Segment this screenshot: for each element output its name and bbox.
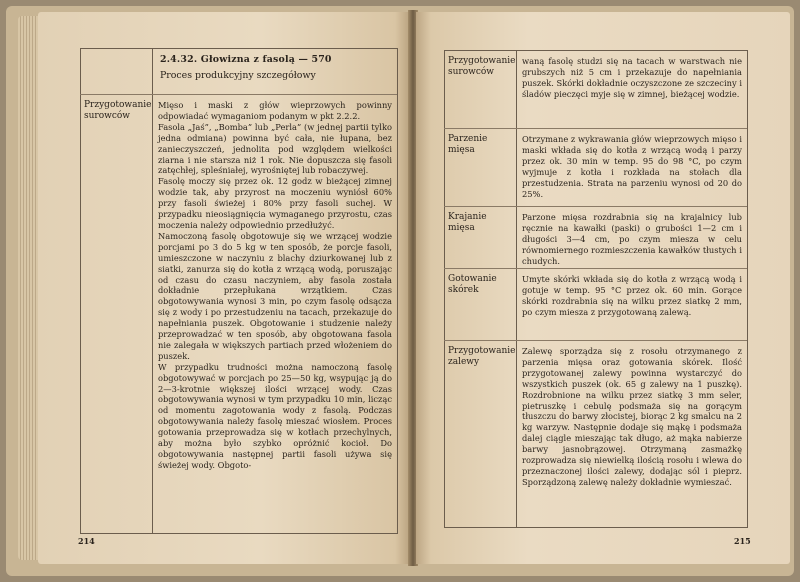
- paragraph: Namoczoną fasolę obgotowuje się we wrzącej wodzie porcjami po 3 do 5 kg w ten sposób, że porcje fasoli, umieszczone w naczyniu z blachy dziurkowanej lub z siatki, zanurza się do kotła z wrzącą wodą, poruszając od czasu do czasu naczyniem, aby fasola została dokładnie przepłukana wrzątkiem. Czas obgotowywania wynosi 3 min, po czym fasolę odsącza się z wody i po przestudzeniu na tacach, przekazuje do napełniania puszek. Obgotowanie i studzenie należy przeprowadzać w ten sposób, aby obgotowana fasola nie zalegała w większych partiach przed włożeniem do puszek.: [158, 230, 392, 361]
- page-edges: [18, 16, 40, 560]
- row-label: Przygotowanie zalewy: [448, 346, 516, 367]
- row-text: Parzone mięsa rozdrabnia się na krajalnicy lub ręcznie na kawałki (paski) o grubości 1—2 cm i długości 3—4 cm, po czym miesza w celu równomiernego rozmieszczenia kawałków tłustych i chudych.: [522, 212, 742, 266]
- row-text: Zalewę sporządza się z rosołu otrzymanego z parzenia mięsa oraz gotowania skórek. Ilość przygotowanej zalewy powinna wystarczyć do wszystkich puszek (ok. 65 g zalewy na 1 puszkę). Rozdrobnione na wilku przez siatkę 3 mm seler, pietruszkę i cebulę podsmaża się na gorącym tłuszczu do barwy złocistej, biorąc 2 kg smalcu na 2 kg warzyw. Następnie dodaje się mąkę i podsmaża dalej ciągle mieszając tak długo, aż mąka nabierze barwy jasnobrązowej. Otrzymaną zasmażkę rozprowadza się niewielką ilością rosołu i wlewa do przeznaczonej ilości zalewy, dodając sól i pieprz. Sporządzoną zalewę należy dokładnie wymieszać.: [522, 346, 742, 487]
- row-label-przygotowanie-surowcow: Przygotowanie surowców: [84, 100, 152, 121]
- section-title: 2.4.32. Głowizna z fasolą — 570: [160, 54, 332, 65]
- row-label: Przygotowanie surowców: [448, 56, 516, 77]
- left-body-text: [158, 100, 392, 471]
- row-label: Parzenie mięsa: [448, 134, 488, 155]
- row-text: waną fasolę studzi się na tacach w warstwach nie grubszych niż 5 cm i przekazuje do napełniania puszek. Skórki dokładnie oczyszczone ze szczeciny i śladów pieczęci myje się w zimnej, bieżącej wodzie.: [522, 56, 742, 99]
- paragraph: Fasolę moczy się przez ok. 12 godz w bieżącej zimnej wodzie tak, aby przyrost na moczeniu wyniósł 60% przy fasoli świeżej i 80% przy fasoli suchej. W przypadku nieosiągnięcia wymaganego przyrostu, czas moczenia należy odpowiednio przedłużyć.: [158, 176, 392, 230]
- paragraph: W przypadku trudności można namoczoną fasolę obgotowywać w porcjach po 25—50 kg, wsypując ją do 2—3-krotnie większej ilości wrzącej wody. Czas obgotowywania wynosi w tym przypadku 10 min, licząc od momentu zagotowania wody z fasolą. Podczas obgotowywania należy fasolę mieszać wiosłem. Proces gotowania przeprowadza się w kotłach przechylnych, aby można było szybko opróżnić kocioł. Do obgotowywania następnej partii fasoli używa się świeżej wody. Obgoto-: [158, 361, 392, 470]
- row-divider: [444, 340, 747, 341]
- open-book: [6, 6, 794, 576]
- row-divider: [444, 128, 747, 129]
- paragraph: Fasola „Jaś”, „Bomba” lub „Perla” (w jednej partii tylko jedna odmiana) powinna być cała, nie łupana, bez zanieczyszczeń, jednolita pod względem wielkości ziarna i nie starsza niż 1 rok. Nie dopuszcza się fasoli zatęchłej, spleśniałej, wyrośniętej lub robaczywej.: [158, 121, 392, 176]
- section-subtitle: Proces produkcyjny szczegółowy: [160, 70, 316, 81]
- left-header-rule: [80, 94, 397, 95]
- row-text: Umyte skórki wkłada się do kotła z wrzącą wodą i gotuje w temp. 95 °C przez ok. 60 min. Gorące skórki rozdrabnia się na wilku przez siatkę 2 mm, po czym miesza z przygotowaną zalewą.: [522, 274, 742, 317]
- row-divider: [444, 268, 747, 269]
- row-label: Krajanie mięsa: [448, 212, 487, 233]
- page-number-right: 215: [734, 536, 751, 546]
- paragraph: Mięso i maski z głów wieprzowych powinny odpowiadać wymaganiom podanym w pkt 2.2.2.: [158, 100, 392, 121]
- row-text: Otrzymane z wykrawania głów wieprzowych mięso i maski wkłada się do kotła z wrzącą wodą i parzy przez ok. 30 min w temp. 95 do 98 °C, po czym wyjmuje z kotła i rozkłada na stołach dla przestudzenia. Strata na parzeniu wynosi od 20 do 25%.: [522, 134, 742, 199]
- page-number-left: 214: [78, 536, 95, 546]
- row-label: Gotowanie skórek: [448, 274, 497, 295]
- row-divider: [444, 206, 747, 207]
- left-column-divider: [152, 48, 153, 533]
- right-page: [416, 12, 790, 564]
- right-column-divider: [516, 50, 517, 527]
- left-page: [38, 12, 410, 564]
